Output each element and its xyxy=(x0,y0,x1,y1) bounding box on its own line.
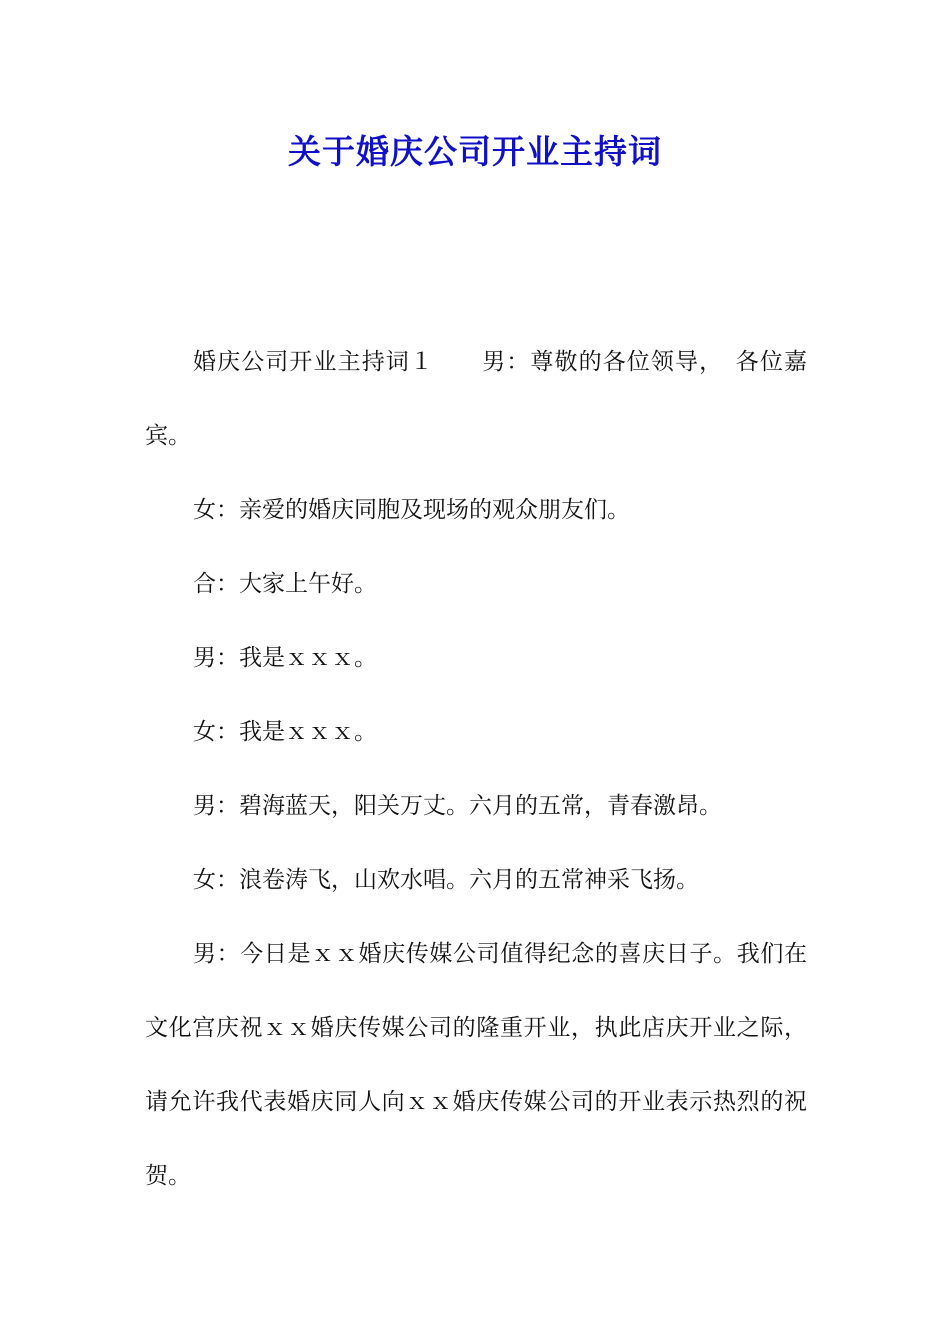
paragraph-5: 女：我是ｘｘｘ。 xyxy=(193,719,377,745)
paragraph-3: 合：大家上午好。 xyxy=(193,571,377,597)
paragraph-1: 婚庆公司开业主持词１ 男：尊敬的各位领导， 各位嘉宾。 xyxy=(145,349,807,449)
paragraph-8: 男：今日是ｘｘ婚庆传媒公司值得纪念的喜庆日子。我们在文化宫庆祝ｘｘ婚庆传媒公司的隆重开业，执此店庆开业之际，请允许我代表婚庆同人向ｘｘ婚庆传媒公司的开业表示热烈的祝贺。 xyxy=(145,941,807,1189)
paragraph-6: 男：碧海蓝天，阳关万丈。六月的五常，青春激昂。 xyxy=(193,793,722,819)
paragraph-2: 女：亲爱的婚庆同胞及现场的观众朋友们。 xyxy=(193,497,630,523)
paragraph-4: 男：我是ｘｘｘ。 xyxy=(193,645,377,671)
paragraph-7: 女：浪卷涛飞，山欢水唱。六月的五常神采飞扬。 xyxy=(193,867,699,893)
document-body xyxy=(145,325,807,1213)
document-title: 关于婚庆公司开业主持词 xyxy=(288,132,662,171)
